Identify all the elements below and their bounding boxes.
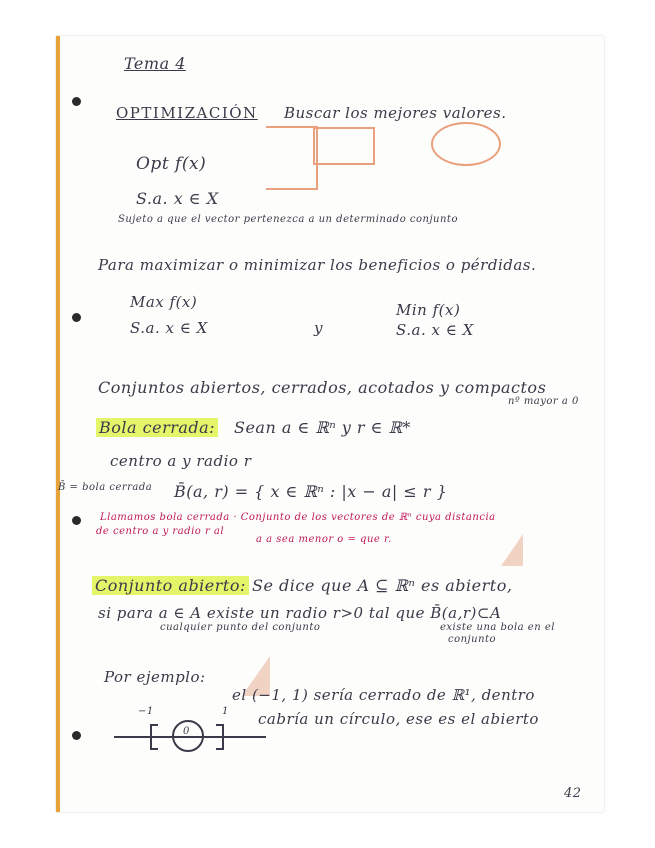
max-line1: Max f(x) — [130, 293, 198, 311]
section-heading: OPTIMIZACIÓN — [116, 104, 258, 122]
binder-hole-1 — [72, 97, 81, 106]
red-note-3: a a sea menor o = que r. — [256, 534, 392, 545]
ejemplo-line2: cabría un círculo, ese es el abierto — [258, 710, 539, 728]
section-desc: Buscar los mejores valores. — [284, 104, 507, 122]
bbar-note: B̄ = bola cerrada — [58, 482, 153, 493]
bracket-right — [216, 724, 224, 750]
bola-centro: centro a y radio r — [110, 452, 252, 470]
ejemplo-label: Por ejemplo: — [104, 668, 206, 686]
and-word: y — [314, 319, 323, 337]
bola-side-note: nº mayor a 0 — [508, 396, 579, 407]
title: Tema 4 — [124, 54, 186, 73]
abierto-label-wrap — [92, 576, 249, 595]
abierto-line2: si para a ∈ A existe un radio r>0 tal que B̄(a,r)⊂A — [98, 604, 502, 622]
page-number: 42 — [564, 786, 582, 801]
ejemplo-line1: el (−1, 1) sería cerrado de ℝ¹, dentro — [232, 686, 535, 704]
sketch-rectangle — [313, 127, 375, 165]
sets-title: Conjuntos abiertos, cerrados, acotados y compactos — [98, 378, 547, 397]
sa-note: Sujeto a que el vector pertenezca a un determinado conjunto — [118, 214, 458, 225]
notebook-page — [56, 36, 604, 812]
red-note-2: de centro a y radio r al — [96, 526, 225, 537]
bracket-left — [150, 724, 158, 750]
axis-left-label: −1 — [138, 706, 154, 717]
abierto-text: Se dice que A ⊆ ℝⁿ es abierto, — [252, 576, 513, 595]
bola-text: Sean a ∈ ℝⁿ y r ∈ ℝ* — [234, 418, 411, 437]
abierto-note-left: cualquier punto del conjunto — [160, 622, 321, 633]
axis-right-label: 1 — [222, 706, 229, 717]
sa-expression: S.a. x ∈ X — [136, 189, 219, 208]
abierto-label: Conjunto abierto: — [92, 576, 249, 595]
max-line2: S.a. x ∈ X — [130, 319, 208, 337]
min-line1: Min f(x) — [396, 301, 461, 319]
binder-hole-3 — [72, 516, 81, 525]
bola-label: Bola cerrada: — [96, 418, 218, 437]
abierto-note-right-2: conjunto — [448, 634, 497, 645]
margin-line — [56, 36, 60, 812]
binder-hole-2 — [72, 313, 81, 322]
red-note-1: Llamamos bola cerrada · Conjunto de los vectores de ℝⁿ cuya distancia — [100, 512, 496, 523]
bola-formula: B̄(a, r) = { x ∈ ℝⁿ : |x − a| ≤ r } — [174, 482, 448, 501]
min-line2: S.a. x ∈ X — [396, 321, 474, 339]
sketch-bracket — [266, 126, 318, 190]
opt-expression: Opt f(x) — [136, 154, 207, 174]
purpose-text: Para maximizar o minimizar los beneficios o pérdidas. — [98, 256, 537, 274]
sketch-triangle — [501, 534, 523, 566]
bola-label-wrap — [96, 418, 218, 437]
binder-hole-4 — [72, 731, 81, 740]
sketch-ellipse — [431, 122, 501, 166]
abierto-note-right-1: existe una bola en el — [440, 622, 555, 633]
axis-mid-label: 0 — [183, 726, 190, 737]
